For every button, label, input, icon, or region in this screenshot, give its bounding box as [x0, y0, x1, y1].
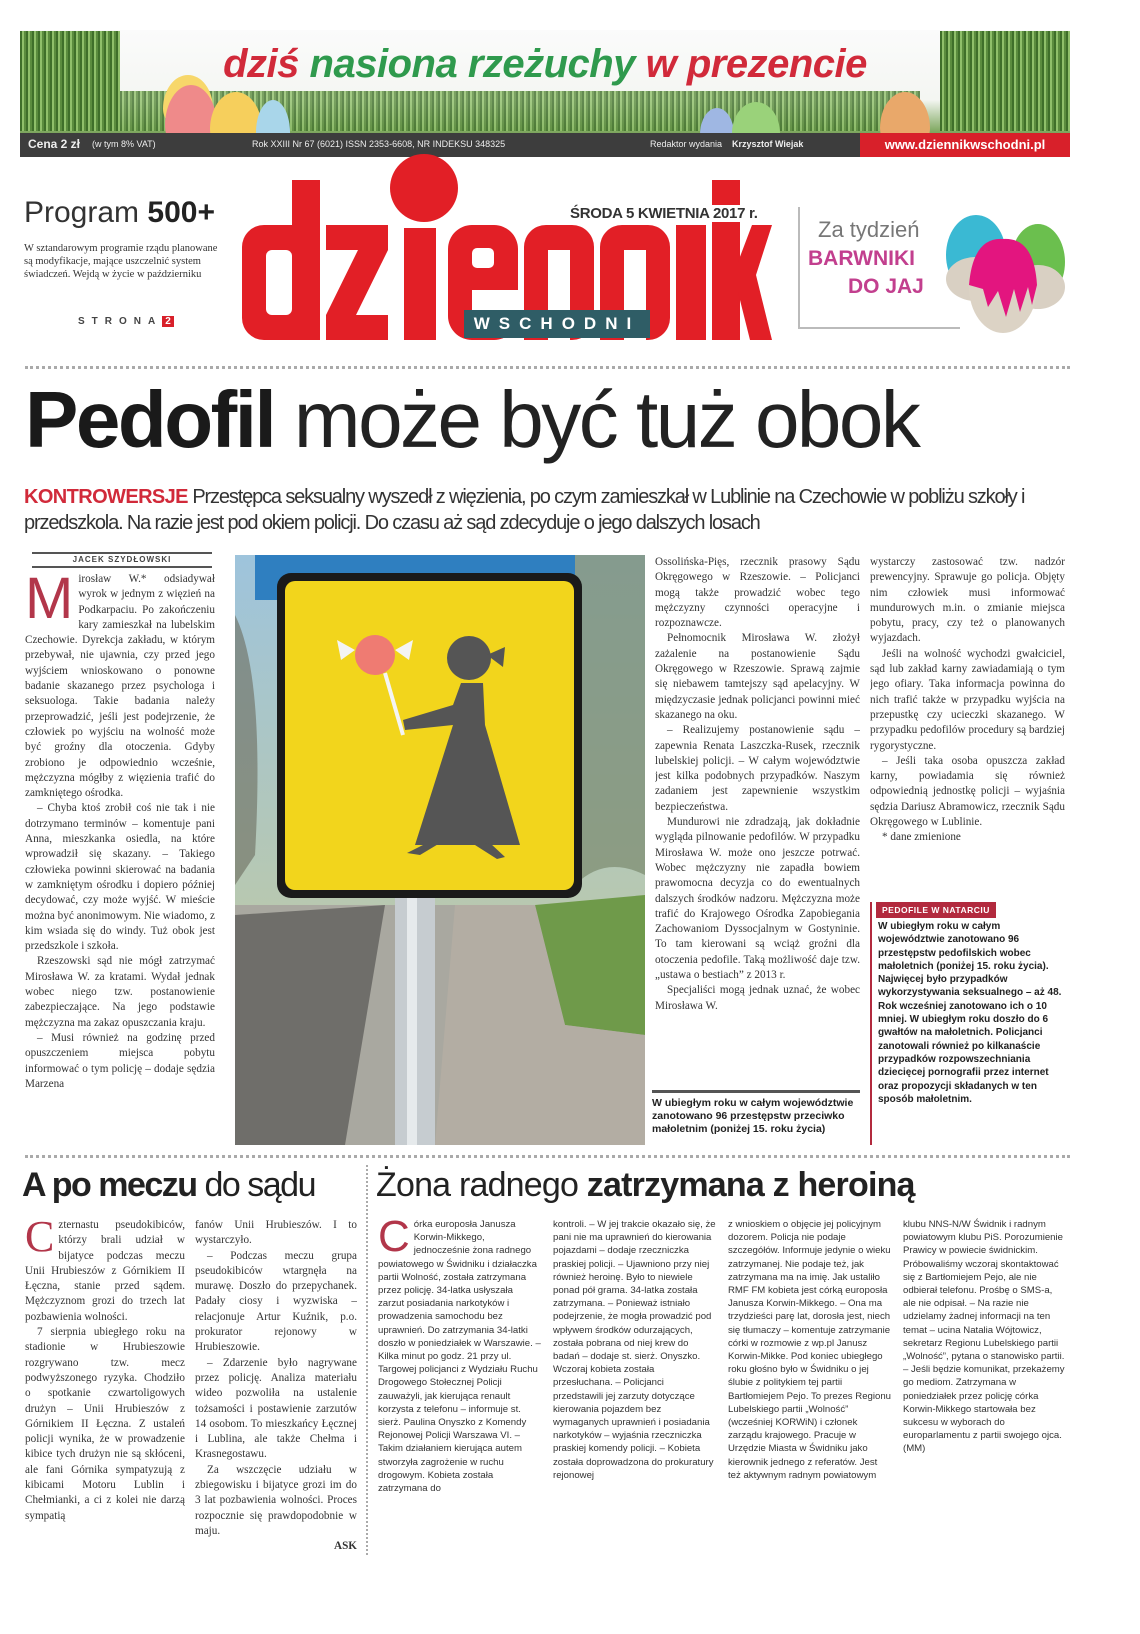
teaser-title[interactable]	[24, 196, 215, 230]
lead-headline[interactable]	[25, 376, 918, 464]
ad-line: Za tydzień	[818, 217, 920, 242]
logo-subtitle: WSCHODNI	[464, 310, 650, 338]
teaser-text: W sztandarowym programie rządu planowane są modyfikacje, mające uszczelnić system świadczeń. Wejdą w życie w październiku	[24, 243, 218, 280]
paragraph: zternastu pseudokibiców, którzy brali udział w bijatyce podczas meczu Unii Hrubieszów z Górnikiem II Łęczna, stanie przed sądem. Mężczyznom grozi do trzech lat pozbawienia wolności.	[25, 1219, 185, 1323]
teaser-title-light: Program	[24, 196, 140, 229]
banner-title	[20, 42, 1070, 87]
painted-eggs-icon	[928, 207, 1066, 337]
divider	[25, 1155, 1070, 1158]
headline-rest: do sądu	[204, 1166, 315, 1204]
paragraph: z wnioskiem o objęcie jej policyjnym dozorem. Policja nie podaje szczegółów. Informuje jedynie o wieku zatrzymanej. Nie podaje też, jak zatrzymana ma na imię. Jak ustaliło RMF FM kobieta jest córką europosła Janusza Korwin-Mikkego. – Ona ma trzydzieści parę lat, dorosła jest, niech się tłumaczy – komentuje zatrzymanie córki w rozmowie z wp.pl Janusz Korwin-Mikke. Pod koniec ubiegłego roku głośno było w Świdniku o jej ślubie z politykiem tej partii Bartłomiejem Pejo. To prezes Regionu Lubelskiego partii „Wolność” (wcześniej KORWiN) i członek zarządu krajowego. Pracuje w Urzędzie Miasta w Świdniku jako kierownik jednego z referatów. Jest też aktywnym radnym powiatowym	[728, 1219, 891, 1481]
page-number: 2	[162, 316, 174, 327]
lead-column-4	[870, 555, 1065, 899]
drop-cap: C	[25, 1218, 55, 1261]
paragraph: kontroli. – W jej trakcie okazało się, że pani nie ma uprawnień do kierowania pojazdami – dodaje rzeczniczka praskiej policji. – Ujawniono przy niej również heroinę. Było to niewiele ponad pół grama. 34-latka została zatrzymana. – Ponieważ istniało podejrzenie, że mogła prowadzić pod wpływem środków odurzających, została pobrana od niej krew do badań – dodaje st. sierż. Onyszko. Wczoraj kobieta została przesłuchana. – Policjanci przedstawili jej zarzuty dotyczące kierowania pojazdem bez wymaganych uprawnień i posiadania narkotyków – wyjaśnia rzeczniczka praskiej komendy policji. – Kobieta została doprowadzona do prokuratury rejonowej	[553, 1219, 716, 1481]
website-link[interactable]: www.dziennikwschodni.pl	[860, 133, 1070, 157]
paragraph: Rzeszowski sąd nie mógł zatrzymać Mirosława W. za kratami. Wydał jednak wobec niego tzw. postanowienie zabezpieczające. Na jego podstawie mężczyzna ma zakaz opuszczania kraju.	[25, 955, 215, 1029]
sidebar-text: W ubiegłym roku w całym województwie zanotowano 96 przestępstw pedofilskich wobec małoletnich (poniżej 15. roku życia). Najwięcej było przypadków wykorzystywania seksualnego – aż 48. Rok wcześniej zanotowano ich o 10 mniej. W ubiegłym roku doszło do 6 gwałtów na małoletnich. Policjanci zanotowali również po kilkanaście przypadków rozpowszechniania dziecięcej pornografii przez internet oraz propozycji składanych w ten sposób małoletnim.	[878, 921, 1062, 1105]
story3-headline[interactable]	[376, 1166, 915, 1205]
paragraph: – Musi również na godzinę przed opuszczeniem miejsca pobytu informować o tym policję – dodaje sędzia Marzena	[25, 1031, 215, 1090]
vat-note: (w tym 8% VAT)	[92, 139, 156, 149]
next-week-ad[interactable]	[798, 207, 1066, 335]
paragraph: Ossolińska-Pięs, rzecznik prasowy Sądu Okręgowego w Rzeszowie. – Policjanci mogą także prowadzić wobec tego mężczyzny czynności operacyjne i rozpoznawcze.	[655, 556, 860, 630]
stats-sidebar	[870, 902, 1065, 1145]
ad-line: DO JAJ	[848, 275, 924, 298]
divider	[25, 366, 1070, 369]
school-crossing-sign-photo	[235, 555, 645, 1145]
editor-name: Krzysztof Wiejak	[732, 139, 804, 149]
drop-cap: M	[25, 572, 74, 631]
paragraph: – Realizujemy postanowienie sądu – zapewnia Renata Laszczka-Rusek, rzecznik lubelskiej policji. – W całym województwie jest kilka podobnych przypadków. Naszym zadaniem jest zapewnienie wszystkim bezpieczeństwa.	[655, 724, 860, 813]
paragraph: órka europosła Janusza Korwin-Mikkego, jednocześnie żona radnego powiatowego w Świdniku i działaczka partii Wolność, została zatrzymana przez policję. 34-latka usłyszała zarzut posiadania narkotyków i prowadzenia samochodu bez uprawnień. Do zatrzymania 34-latki doszło w poniedziałek w Warszawie. – Kilka minut po godz. 21 przy ul. Targowej policjanci z Wydziału Ruchu Drogowego Stołecznej Policji zauważyli, jak kierująca renault korzysta z telefonu – informuje st. sierż. Paulina Onyszko z Komendy Rejonowej Policji Warszawa VI. – Takim działaniem kierująca autem stworzyła zagrożenie w ruchu drogowym. Kobieta została zatrzymana do	[378, 1219, 541, 1495]
byline: JACEK SZYDŁOWSKI	[32, 552, 212, 568]
paragraph: 7 sierpnia ubiegłego roku na stadionie w Hrubieszowie rozgrywano tzw. mecz podwyższonego ryzyka. Chodziło o spotkanie czwartoligowych drużyn – Unii Hrubieszów z Górnikiem II Łęczna. Z ustaleń policji wynika, że w prowadzenie kibice tych drużyn nie są skłóceni, ale fani Górnika sympatyzują z kibicami Motoru Lublin i Chełmianki, a ci z kolei nie darzą sympatią	[25, 1326, 185, 1522]
story3-column-2	[553, 1218, 716, 1628]
banner-title-part: nasiona rzeżuchy	[309, 42, 635, 86]
kicker: KONTROWERSJE	[24, 486, 188, 508]
drop-cap: C	[378, 1218, 410, 1261]
promo-banner	[20, 30, 1070, 157]
photo-caption: W ubiegłym roku w całym województwie zanotowano 96 przestępstw przeciwko małoletnim (poniżej 15. roku życia)	[652, 1090, 860, 1136]
lead-deck	[24, 484, 1069, 536]
teaser-page-ref	[78, 316, 174, 327]
teaser-title-bold: 500+	[147, 196, 215, 229]
paragraph: – Chyba ktoś zrobił coś nie tak i nie dotrzymano terminów – komentuje pani Anna, mieszkanka osiedla, na które wprowadził się skazany. – Takiego człowieka powinni skierować na badania w zamkniętym ośrodku i dopiero później decydować, czy może wyjść. W mieście można być anonimowym. Nie wiadomo, z kim wsiada się do windy. Tuż obok jest przedszkole i szkoła.	[25, 802, 215, 953]
price: Cena 2 zł	[28, 137, 81, 151]
story2-column-1	[25, 1218, 185, 1628]
paragraph: – Podczas meczu grupa pseudokibiców wtargnęła na murawę. Doszło do przepychanek. Padały ciosy i wyzwiska – relacjonuje Artur Kuźnik, p.o. prokurator rejonowy w Hrubieszowie.	[195, 1249, 357, 1354]
issue-number: Rok XXIII Nr 67 (6021) ISSN 2353-6608, NR INDEKSU 348325	[252, 139, 506, 149]
lead-column-1	[25, 572, 215, 1147]
story2-column-2	[195, 1218, 357, 1628]
paragraph: irosław W.* odsiadywał wyrok w jednym z więzień na Podkarpaciu. Po zakończeniu kary zamieszkał na lubelskim Czechowie. Dyrekcja zakładu, w którym przebywał, nie ujawnia, czy przed jego wyjściem wnioskowano o ponowne badanie skazanego przez psychologa i seksuologa. Takie badania należy przeprowadzić, jeśli jest podejrzenie, że człowiek po wyjściu na wolność może być groźny dla otoczenia. Gdyby zrobiono je odpowiednio wcześnie, mężczyzna mógłby z więzienia trafić do zamkniętego ośrodka.	[25, 573, 215, 800]
headline-bold: Pedofil	[25, 375, 275, 464]
deck-text: Przestępca seksualny wyszedł z więzienia, po czym zamieszkał w Lublinie na Czechowie w pobliżu szkoły i przedszkola. Na razie jest pod okiem policji. Do czasu aż sąd zdecyduje o jego dalszych losach	[24, 486, 1025, 534]
story3-column-1	[378, 1218, 541, 1628]
paragraph: – Jeśli taka osoba opuszcza zakład karny, powiadamia się również odpowiednią jednostkę policji – wyjaśnia sędzia Dariusz Abramowicz, rzecznik Sądu Okręgowego w Lublinie.	[870, 754, 1065, 829]
footnote: * dane zmienione	[882, 831, 961, 844]
masthead-logo	[242, 150, 772, 350]
story2-headline[interactable]	[22, 1166, 315, 1205]
editor-label: Redaktor wydania	[650, 139, 723, 149]
paragraph: – Zdarzenie było nagrywane przez policję. Analiza materiału wideo pozwoliła na ustalenie tożsamości i postawienie zarzutów 14 osobom. To mieszkańcy Łęcznej i Lublina, ale także Chełma i Krasnegostawu.	[195, 1356, 357, 1461]
paragraph: Za wszczęcie udziału w zbiegowisku i bijatyce grozi im do 3 lat pozbawienia wolności. Proces rozpocznie się prawdopodobnie w maju.	[195, 1463, 357, 1537]
ad-line: BARWNIKI	[808, 247, 915, 270]
story3-column-3	[728, 1218, 891, 1628]
headline-bold: zatrzymana z heroiną	[586, 1166, 915, 1204]
sidebar-title: PEDOFILE W NATARCIU	[876, 902, 996, 918]
lead-column-3	[655, 555, 860, 1085]
paragraph: Pełnomocnik Mirosława W. złożył zażalenie na postanowienie Sądu Okręgowego w Rzeszowie. Sprawą zajmie się niebawem tamtejszy sąd apelacyjny. W międzyczasie jednak policjanci powinni mieć skazanego na oku.	[655, 632, 860, 721]
column-divider	[366, 1165, 368, 1555]
paragraph: Specjaliści mogą jednak uznać, że wobec Mirosława W.	[655, 984, 860, 1012]
story3-column-4	[903, 1218, 1066, 1628]
author-signature: ASK	[333, 1540, 357, 1553]
banner-title-part: dziś	[223, 42, 299, 86]
headline-rest: może być tuż obok	[293, 375, 919, 464]
banner-title-part: w prezencie	[645, 42, 867, 86]
paragraph: fanów Unii Hrubieszów. I to wystarczyło.	[195, 1219, 357, 1247]
headline-light: Żona radnego	[376, 1166, 579, 1204]
issue-date: ŚRODA 5 KWIETNIA 2017 r.	[567, 205, 761, 222]
paragraph: klubu NNS-N/W Świdnik i radnym powiatowym klubu PiS. Porozumienie Prawicy w powiecie świdnickim. Próbowaliśmy wczoraj skontaktować się z Bartłomiejem Pejo, ale nie odbierał telefonu. Prośbę o SMS-a, ale nie odpisał. – Na razie nie udzielamy żadnej informacji na ten temat – ucina Natalia Wójtowicz, sekretarz Regionu Lubelskiego partii „Wolność”, pytana o stanowisko partii. – Jeśli będzie komunikat, przekażemy go mediom. Zatrzymana w poniedziałek przez policję córka Korwin-Mikkego startowała bez sukcesu w wyborach do europarlamentu z partii swojego ojca. (MM)	[903, 1219, 1065, 1455]
page-label: STRONA	[78, 316, 163, 327]
paragraph: Mundurowi nie zdradzają, jak dokładnie wygląda pilnowanie pedofilów. W przypadku Mirosława W. może ono jeszcze potrwać. Wobec mężczyzny nie zapadła bowiem prawomocna decyzja co do ewentualnych dalszych środków nadzoru. Mężczyzna może trafić do Krajowego Ośrodka Zapobiegania Zachowaniom Dyssocjalnym w Gostyninie. To tam kierowani są wciąż groźni dla otoczenia pedofile. Taką możliwość daje tzw. „ustawa o bestiach” z 2013 r.	[655, 816, 860, 982]
paragraph: wystarczy zastosować tzw. nadzór prewencyjny. Sprawuje go policja. Objęty nim człowiek musi informować mundurowych m.in. o zmianie miejsca pobytu, pracy, czy też o planowanych wyjazdach.	[870, 556, 1065, 645]
headline-bold: A po meczu	[22, 1166, 197, 1204]
paragraph: Jeśli na wolność wychodzi gwałciciel, sąd lub zakład karny zawiadamiają o tym jego ofiary. Taka informacja powinna do nich trafić także w przypadku wyjścia na przepustkę czy ucieczki skazanego. W przypadku pedofilów procedury są bardziej rygorystyczne.	[870, 647, 1065, 752]
